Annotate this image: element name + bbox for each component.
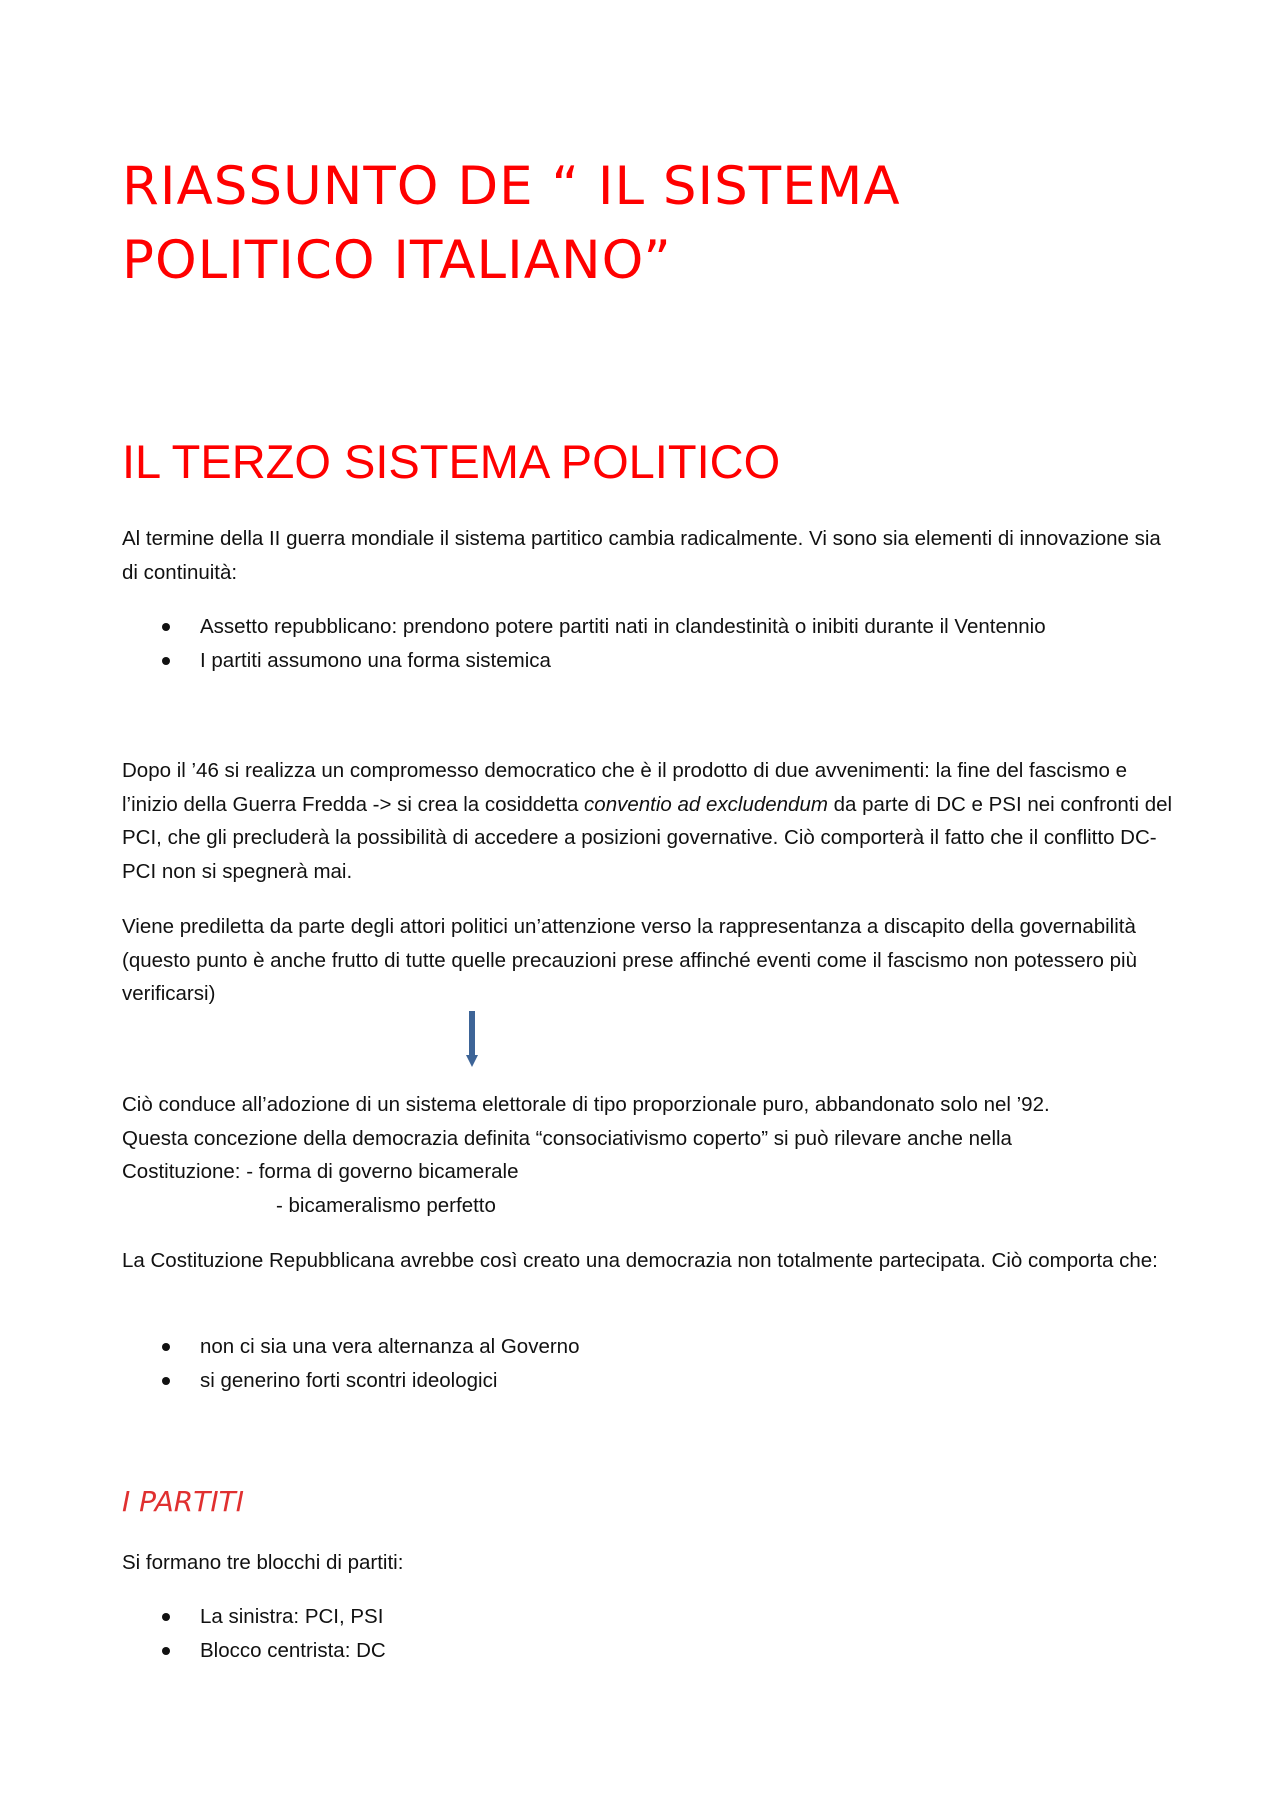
bullet-dot-icon xyxy=(162,657,170,665)
list-item xyxy=(122,610,1182,644)
paragraph-line: Ciò conduce all’adozione di un sistema elettorale di tipo proporzionale puro, abbandonato solo nel ’92. xyxy=(122,1093,1050,1116)
list-item-text: Assetto repubblicano: prendono potere partiti nati in clandestinità o inibiti durante il Ventennio xyxy=(200,615,1046,638)
bullet-list-1 xyxy=(122,610,1182,677)
document-title xyxy=(122,150,1172,298)
bullet-list-2 xyxy=(122,1330,1182,1397)
paragraph-line: Costituzione: - forma di governo bicamerale xyxy=(122,1160,519,1183)
list-item-text: La sinistra: PCI, PSI xyxy=(200,1605,384,1628)
paragraph-line: Questa concezione della democrazia definita “consociativismo coperto” si può rilevare anche nella xyxy=(122,1126,1012,1150)
bullet-dot-icon xyxy=(162,1343,170,1351)
list-item xyxy=(122,1634,1182,1668)
blocchi-paragraph: Si formano tre blocchi di partiti: xyxy=(122,1551,404,1574)
list-item xyxy=(122,1330,1182,1364)
section-heading-partiti: I PARTITI xyxy=(122,1485,244,1518)
bullet-dot-icon xyxy=(162,1377,170,1385)
list-item xyxy=(122,644,1182,678)
compromesso-paragraph xyxy=(122,754,1182,888)
down-arrow-icon xyxy=(466,1011,478,1067)
rappresentanza-paragraph: Viene prediletta da parte degli attori politici un’attenzione verso la rappresentanza a discapito della governabilità (questo punto è anche frutto di tutte quelle precauzioni prese affinché eventi come il fascismo non potessero più verificarsi) xyxy=(122,915,1137,1005)
paragraph-text: Dopo il ’46 si realizza un compromesso democratico che è il prodotto di due avvenimenti: la fine del fascismo e l’inizio della Guerra Fredda -> si crea la cosiddetta xyxy=(122,759,1128,816)
bullet-dot-icon xyxy=(162,1647,170,1655)
document-title-line-2: POLITICO ITALIANO” xyxy=(122,230,672,291)
document-title-line-1: RIASSUNTO DE “ IL SISTEMA xyxy=(122,156,901,217)
costituzione-paragraph: La Costituzione Repubblicana avrebbe così creato una democrazia non totalmente partecipata. Ciò comporta che: xyxy=(122,1249,1158,1272)
list-item-text: I partiti assumono una forma sistemica xyxy=(200,648,551,672)
bullet-dot-icon xyxy=(162,1613,170,1621)
bullet-list-3 xyxy=(122,1600,1182,1667)
list-item-text: si generino forti scontri ideologici xyxy=(200,1368,498,1392)
section-heading-terzo-sistema: IL TERZO SISTEMA POLITICO xyxy=(122,435,781,488)
list-item-text: Blocco centrista: DC xyxy=(200,1638,386,1662)
paragraph-line-indented: - bicameralismo perfetto xyxy=(276,1193,496,1217)
italic-term: conventio ad excludendum xyxy=(584,792,828,816)
intro-paragraph: Al termine della II guerra mondiale il sistema partitico cambia radicalmente. Vi sono sia elementi di innovazione sia di continuità: xyxy=(122,527,1161,584)
list-item xyxy=(122,1364,1182,1398)
bullet-dot-icon xyxy=(162,623,170,631)
list-item xyxy=(122,1600,1182,1634)
paragraph-text: da parte di DC e PSI nei confronti del PCI, che gli precluderà la possibilità di accedere a posizioni governative. Ciò comporterà il fatto che il conflitto DC-PCI non si spegnerà mai. xyxy=(122,792,1173,883)
list-item-text: non ci sia una vera alternanza al Governo xyxy=(200,1335,580,1358)
sistema-elettorale-paragraph xyxy=(122,1088,1182,1222)
